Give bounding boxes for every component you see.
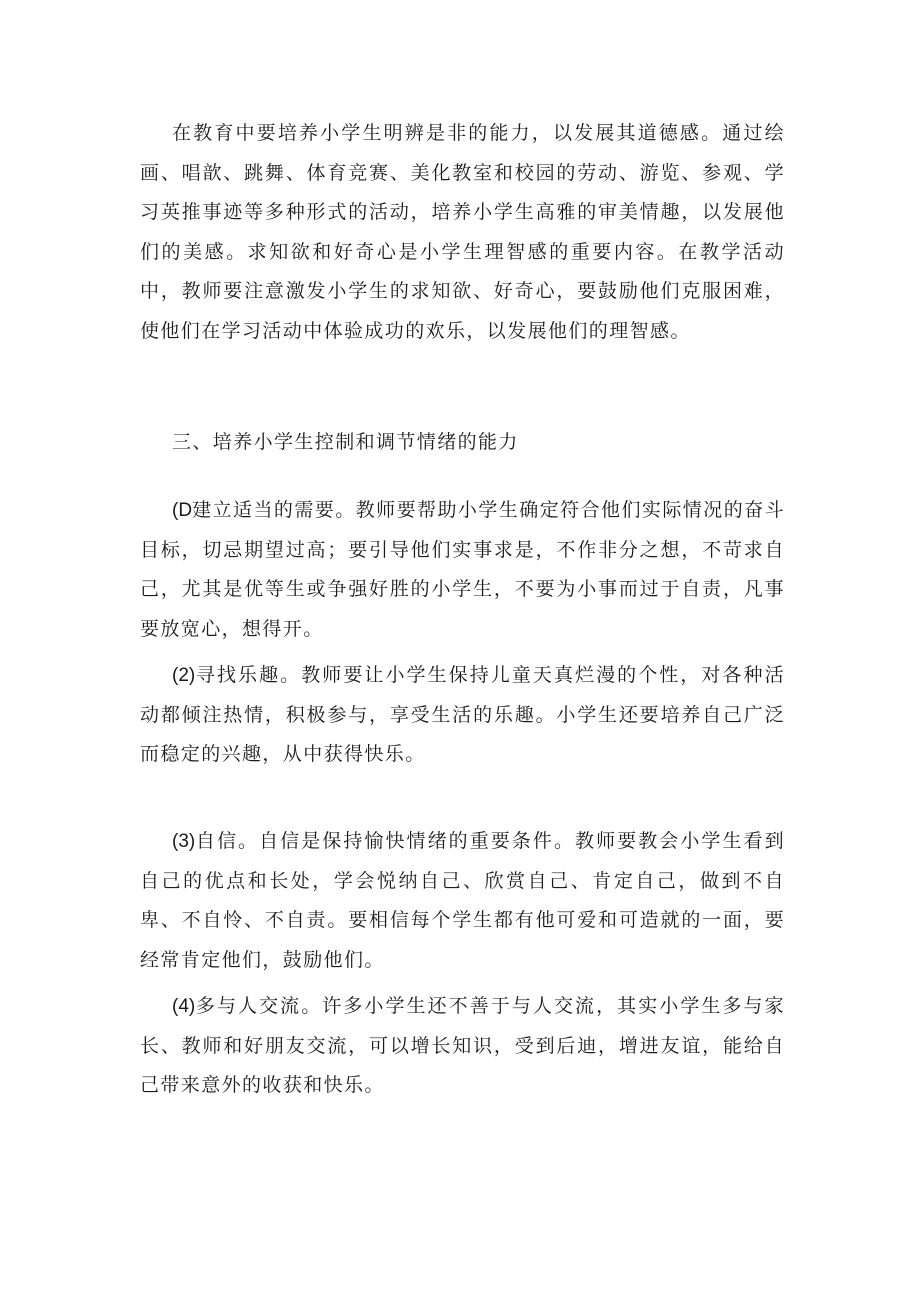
- list-item-text: 建立适当的需要。教师要帮助小学生确定符合他们实际情况的奋斗目标，切忌期望过高；要引导他们实事求是，不作非分之想，不苛求自己，尤其是优等生或争强好胜的小学生，不要为小事而过于自责，凡事要放宽心，想得开。: [140, 499, 785, 640]
- list-item-1: [140, 491, 785, 649]
- paragraph-moral-aesthetic-rational: 在教育中要培养小学生明辨是非的能力，以发展其道德感。通过绘画、唱歆、跳舞、体育竞赛、美化教室和校园的劳动、游览、参观、学习英推事迹等多种形式的活动，培养小学生高雅的审美情趣，以发展他们的美感。求知欲和好奇心是小学生理智感的重要内容。在教学活动中，教师要注意激发小学生的求知欲、好奇心，要鼓励他们克服困难，使他们在学习活动中体验成功的欢乐，以发展他们的理智感。: [140, 122, 785, 342]
- list-item-text: 自信。自信是保持愉快情绪的重要条件。教师要教会小学生看到自己的优点和长处，学会悦纳自己、欣赏自己、肯定自己，做到不自卑、不自怜、不自责。要相信每个学生都有他可爱和可造就的一面，要经常肯定他们，鼓励他们。: [140, 830, 785, 971]
- section-heading: 三、培养小学生控制和调节情绪的能力: [172, 431, 519, 453]
- list-item-text: 寻找乐趣。教师要让小学生保持儿童天真烂漫的个性，对各种活动都倾注热情，积极参与，享受生活的乐趣。小学生还要培养自己广泛而稳定的兴趣，从中获得快乐。: [140, 664, 785, 765]
- list-item-marker: (2): [172, 665, 196, 686]
- list-item-marker: (D: [172, 500, 193, 521]
- list-item-3: [140, 822, 785, 980]
- list-item-text: 多与人交流。许多小学生还不善于与人交流，其实小学生多与家长、教师和好朋友交流，可以增长知识，受到后迪，增进友谊，能给自己带来意外的收获和快乐。: [140, 995, 785, 1096]
- list-item-marker: (3): [172, 831, 196, 852]
- list-item-2: [140, 656, 785, 775]
- list-item-marker: (4): [172, 996, 196, 1017]
- list-item-4: [140, 987, 785, 1106]
